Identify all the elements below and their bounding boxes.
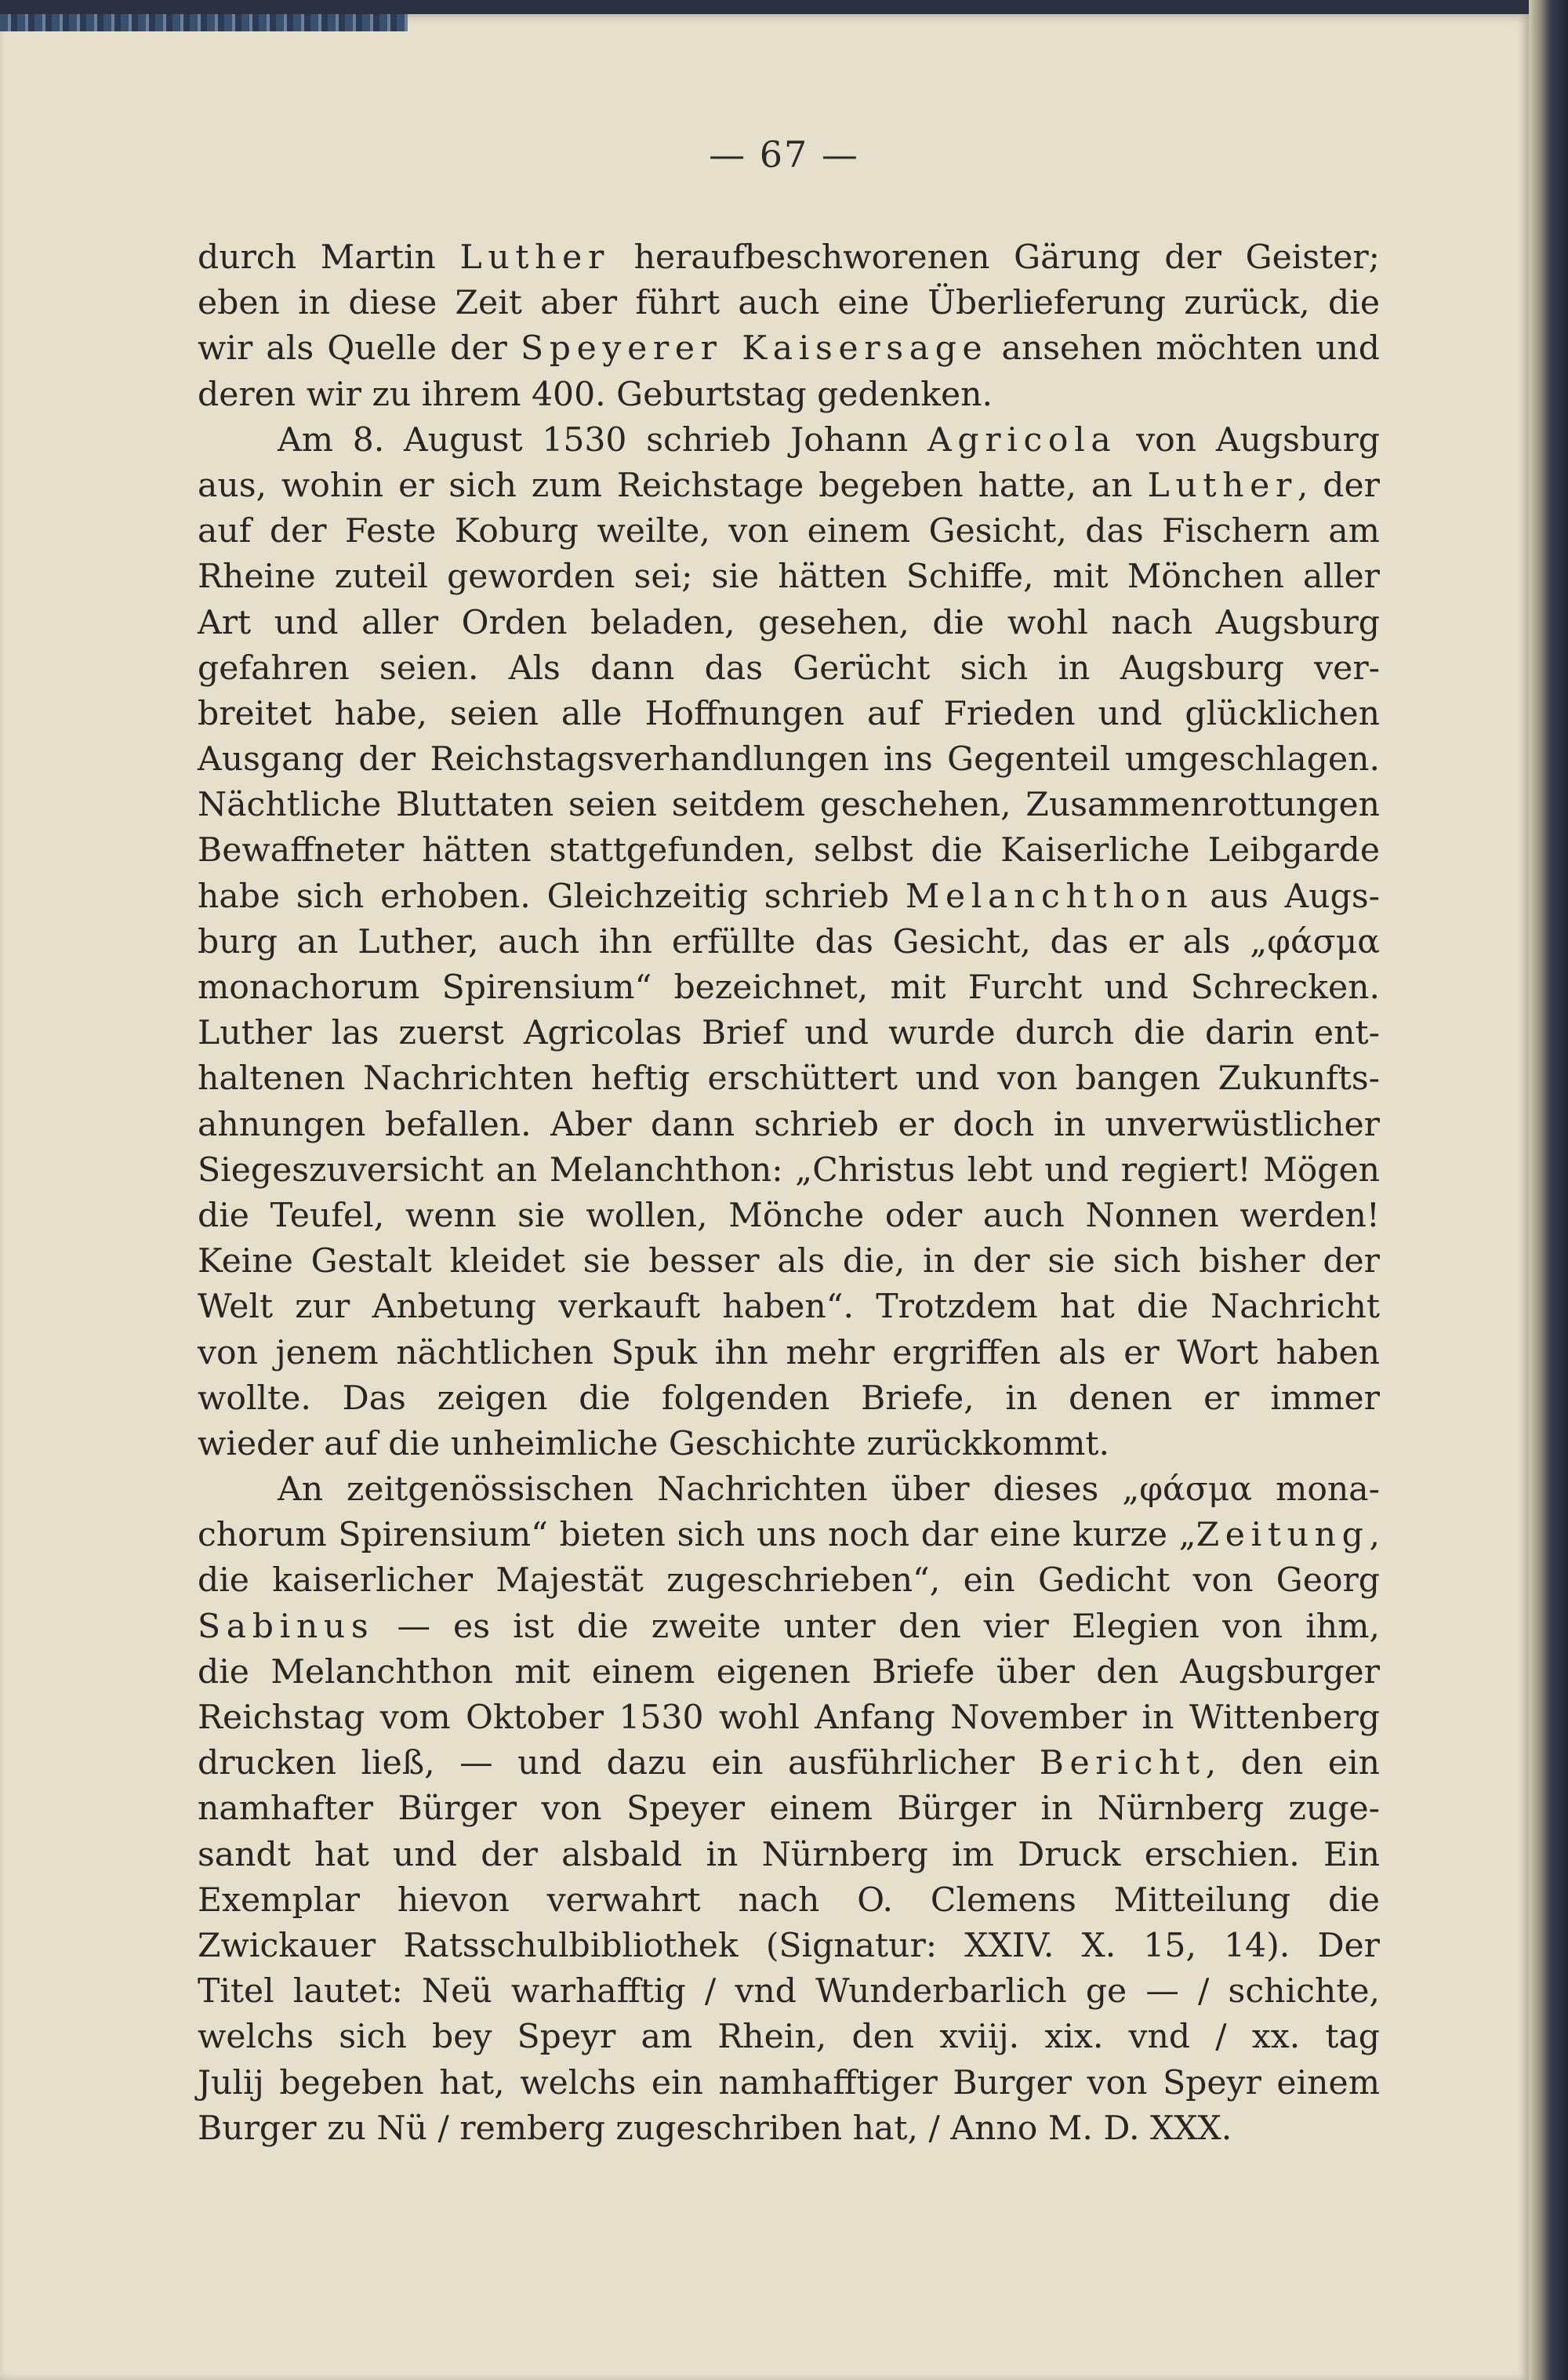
spaced-name: Speyerer Kaisersage [520,329,989,369]
text-run: Burger zu Nü / remberg zugeschriben hat, / Anno M. D. XXX. [198,2109,1232,2148]
text-line [198,965,1380,1011]
text-line [198,235,1380,281]
spaced-name: Luther [1147,466,1298,505]
text-line [198,372,1380,418]
text-run: aus Augs- [1193,877,1380,916]
text-run: die Teufel, wenn sie wollen, Mönche oder auch Nonnen werden! [198,1196,1380,1235]
text-run: aus, wohin er sich zum Reichstage begeben hatte, an [198,466,1148,505]
text-line [198,601,1380,646]
text-line [198,1513,1380,1558]
spaced-name: Melanchthon [905,877,1194,916]
text-run: wollte. Das zeigen die folgenden Briefe, in denen er immer [198,1379,1380,1418]
text-run: Titel lautet: Neü warhafftig / vnd Wunderbarlich ge — / schichte, [198,1972,1380,2011]
text-line [198,463,1380,509]
spaced-name: Zeitung [1196,1516,1370,1555]
binding-strip [0,14,408,31]
text-line [198,1969,1380,2015]
text-run: gefahren seien. Als dann das Gerücht sich in Augsburg ver- [198,649,1380,688]
text-line [198,737,1380,783]
text-line [198,1376,1380,1422]
text-line [198,1011,1380,1056]
text-line [198,1103,1380,1148]
spaced-name: Sabinus [198,1607,375,1646]
text-line [198,2015,1380,2060]
text-line [198,1467,1380,1513]
text-run: heraufbeschworenen Gärung der Geister; [609,238,1380,277]
text-run: ansehen möchten und [988,329,1380,369]
text-line [198,509,1380,554]
text-line [198,1148,1380,1194]
text-run: wir als Quelle der [198,329,521,369]
text-run: Rheine zuteil geworden sei; sie hätten Schiffe, mit Mönchen aller [198,558,1380,597]
text-line [198,783,1380,828]
text-line [198,1833,1380,1878]
text-run: ahnungen befallen. Aber dann schrieb er doch in unverwüstlicher [198,1105,1380,1144]
text-line [198,1558,1380,1604]
text-run: drucken ließ, — und dazu ein ausführlicher [198,1744,1040,1783]
text-line [198,2061,1380,2106]
text-run: Keine Gestalt kleidet sie besser als die, in der sie sich bisher der [198,1242,1380,1281]
text-run: Art und aller Orden beladen, gesehen, die wohl nach Augsburg [198,603,1380,642]
text-run: durch Martin [198,238,460,277]
text-line [198,1695,1380,1741]
text-line [198,920,1380,965]
text-run: deren wir zu ihrem 400. Geburtstag gedenken. [198,375,993,414]
text-line [198,1284,1380,1330]
text-line [198,1056,1380,1102]
text-run: , [1369,1516,1380,1555]
text-line [198,1741,1380,1786]
text-line [198,646,1380,692]
text-line [198,1878,1380,1924]
text-run: von jenem nächtlichen Spuk ihn mehr ergriffen als er Wort haben [198,1333,1380,1372]
text-run: Exemplar hievon verwahrt nach O. Clemens Mitteilung die [198,1880,1380,1920]
text-run: Zwickauer Ratsschulbibliothek (Signatur: XXIV. X. 15, 14). Der [198,1926,1380,1965]
text-run: Nächtliche Bluttaten seien seitdem geschehen, Zusammenrottungen [198,786,1380,825]
text-line [198,326,1380,372]
text-run: namhafter Bürger von Speyer einem Bürger in Nürnberg zuge- [198,1790,1380,1829]
text-line [198,1604,1380,1650]
text-line [198,1194,1380,1239]
text-run: Ausgang der Reichstagsverhandlungen ins Gegenteil umgeschlagen. [198,740,1380,779]
spaced-name: Luther [459,238,610,277]
text-run: Siegeszuversicht an Melanchthon: „Christus lebt und regiert! Mögen [198,1150,1380,1190]
text-run: Am 8. August 1530 schrieb Johann [278,420,928,460]
text-line [198,1924,1380,1969]
text-run: die kaiserlicher Majestät zugeschrieben“, ein Gedicht von Georg [198,1561,1380,1601]
text-run: Julij begeben hat, welchs ein namhafftiger Burger von Speyr einem [198,2063,1380,2102]
text-run: haltenen Nachrichten heftig erschüttert und von bangen Zukunfts- [198,1059,1380,1099]
text-line [198,1239,1380,1284]
text-line [198,874,1380,920]
text-run: die Melanchthon mit einem eigenen Briefe über den Augsburger [198,1652,1380,1691]
text-line [198,692,1380,737]
text-line [198,828,1380,874]
text-run: von Augsburg [1116,420,1380,460]
body-text [198,235,1380,2152]
text-run: — es ist die zweite unter den vier Elegien von ihm, [374,1607,1380,1646]
text-line [198,1422,1380,1467]
text-run: burg an Luther, auch ihn erfüllte das Gesicht, das er als „φάσμα [198,922,1380,961]
spaced-name: Bericht [1039,1744,1206,1783]
text-run: An zeitgenössischen Nachrichten über dieses „φάσμα mona- [278,1470,1380,1510]
text-line [198,554,1380,600]
text-line [198,2106,1380,2152]
text-run: Luther las zuerst Agricolas Brief und wurde durch die darin ent- [198,1014,1380,1053]
text-run: Bewaffneter hätten stattgefunden, selbst die Kaiserliche Leibgarde [198,831,1380,870]
text-run: , der [1297,466,1380,505]
text-run: habe sich erhoben. Gleichzeitig schrieb [198,877,906,916]
page-edge-shadow [1529,0,1568,2380]
text-run: Reichstag vom Oktober 1530 wohl Anfang November in Wittenberg [198,1699,1380,1737]
text-run: eben in diese Zeit aber führt auch eine Überlieferung zurück, die [198,284,1380,323]
text-run: auf der Feste Koburg weilte, von einem Gesicht, das Fischern am [198,512,1380,551]
text-run: welchs sich bey Speyr am Rhein, den xviij. xix. vnd / xx. tag [198,2018,1380,2057]
page-number: — 67 — [709,133,859,176]
text-line [198,1650,1380,1695]
text-line [198,281,1380,326]
text-run: monachorum Spirensium“ bezeichnet, mit Furcht und Schrecken. [198,968,1380,1007]
text-line [198,1786,1380,1832]
text-run: breitet habe, seien alle Hoffnungen auf Frieden und glücklichen [198,694,1380,733]
text-run: wieder auf die unheimliche Geschichte zurückkommt. [198,1424,1110,1463]
text-line [198,418,1380,463]
text-run: sandt hat und der alsbald in Nürnberg im Druck erschien. Ein [198,1835,1380,1874]
text-line [198,1331,1380,1376]
spaced-name: Agricola [927,420,1117,460]
text-run: chorum Spirensium“ bieten sich uns noch dar eine kurze „ [198,1516,1196,1555]
text-run: Welt zur Anbetung verkauft haben“. Trotzdem hat die Nachricht [198,1288,1380,1327]
text-run: , den ein [1205,1744,1380,1783]
